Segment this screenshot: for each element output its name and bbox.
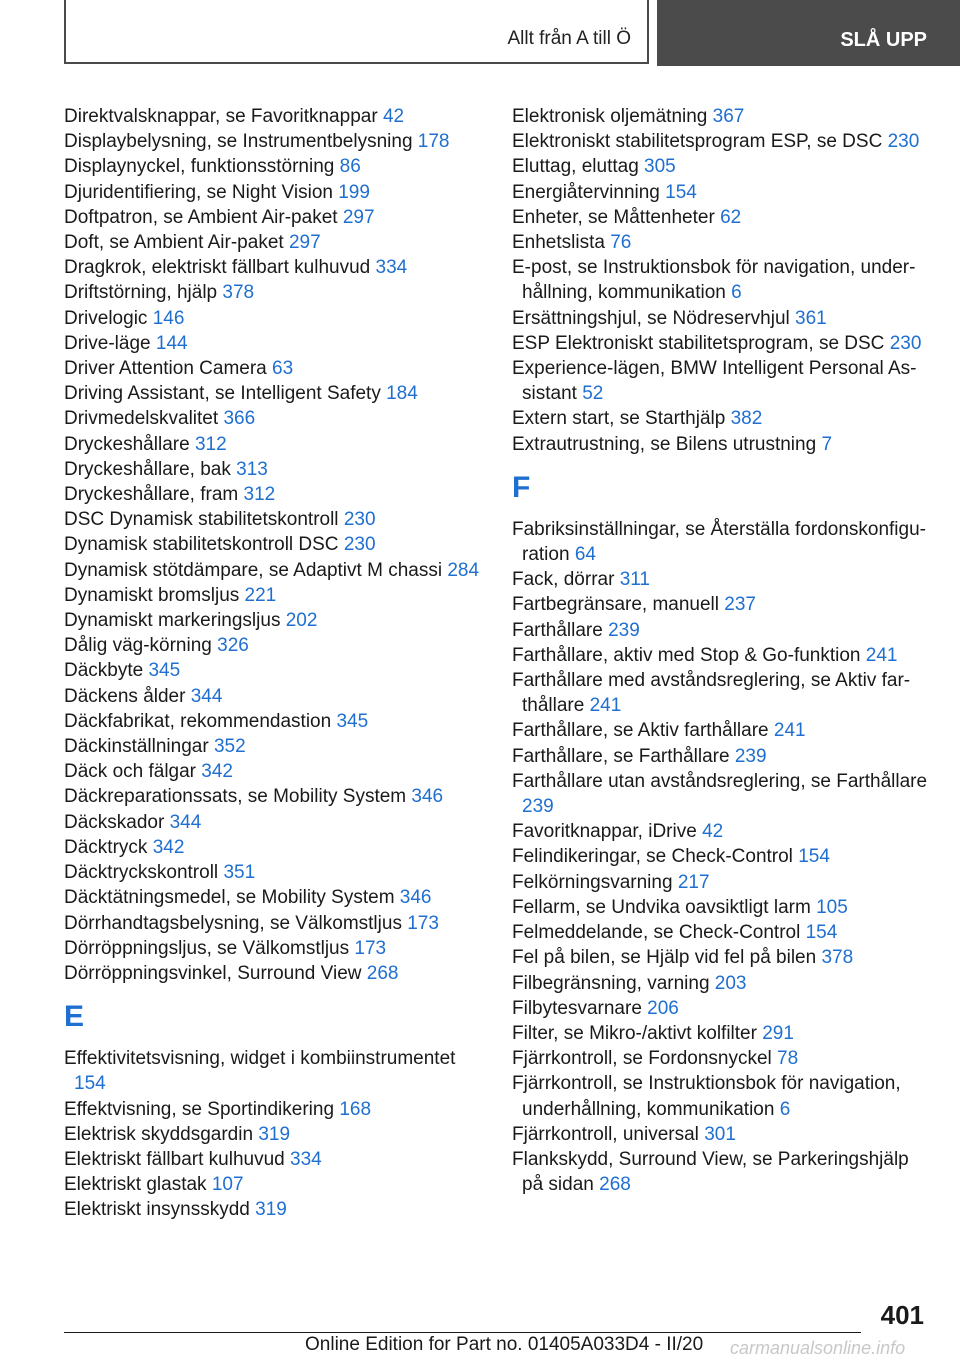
index-entry-text: Filbytesvarnare	[512, 997, 642, 1019]
page-link[interactable]: 312	[194, 433, 227, 455]
index-entry-text: Elektriskt fällbart kulhuvud	[64, 1148, 285, 1170]
page-link[interactable]: 367	[712, 106, 745, 127]
index-entry	[64, 180, 484, 205]
page-link[interactable]: 345	[336, 710, 369, 732]
index-entry-text: Dörröppningsvinkel, Surround View	[64, 962, 362, 984]
index-entry	[512, 668, 932, 718]
index-section-letter: F	[512, 470, 531, 504]
index-entry	[512, 1071, 932, 1121]
index-entry	[512, 844, 932, 869]
index-entry	[64, 734, 484, 759]
index-entry	[512, 255, 932, 305]
page-link[interactable]: 291	[762, 1022, 794, 1044]
index-entry	[512, 306, 932, 331]
index-entry	[64, 129, 484, 154]
page-link[interactable]: 146	[152, 307, 185, 329]
index-entry	[64, 684, 484, 709]
page-link[interactable]: 268	[366, 962, 399, 984]
index-entry	[512, 1147, 932, 1197]
page-link[interactable]: 346	[411, 786, 444, 808]
page-link[interactable]: 319	[255, 1199, 287, 1221]
index-entry	[512, 129, 932, 154]
index-entry	[512, 356, 932, 406]
index-entry	[512, 517, 932, 567]
index-entry	[512, 1021, 932, 1046]
index-entry-text: Dryckeshållare, bak	[64, 458, 231, 480]
index-entry	[512, 895, 932, 920]
page-link[interactable]: 351	[223, 862, 256, 884]
index-entry	[64, 583, 484, 608]
index-entry-text: Elektrisk skyddsgardin	[64, 1123, 254, 1145]
index-entry	[64, 860, 484, 885]
index-entry	[512, 406, 932, 431]
index-entry-text: Dryckeshållare	[64, 433, 190, 455]
index-entry	[64, 1172, 484, 1197]
index-entry-text: Fjärrkontroll, se Instruktionsbok för navigation, underhållning, kommunikation	[512, 1073, 901, 1120]
index-entry	[64, 457, 484, 482]
index-entry-text: Dynamiskt markeringsljus	[64, 610, 281, 632]
page-link[interactable]: 154	[798, 846, 830, 868]
page-link[interactable]: 230	[343, 509, 376, 531]
page-link[interactable]: 241	[589, 695, 622, 717]
page-link[interactable]: 173	[354, 937, 387, 959]
index-entry-text: Fjärrkontroll, se Fordonsnyckel	[512, 1048, 772, 1070]
index-entry-text: Doftpatron, se Ambient Air-paket	[64, 206, 338, 228]
page-link[interactable]: 342	[201, 761, 233, 783]
index-entry-text: Fack, dörrar	[512, 569, 615, 591]
page-link[interactable]: 178	[417, 131, 450, 153]
index-entry-text: Extrautrustning, se Bilens utrustning	[512, 433, 817, 455]
index-entry-text: Displaybelysning, se Instrumentbelysning	[64, 131, 413, 153]
page-link[interactable]: 305	[644, 156, 676, 178]
index-entry-text: Elektroniskt stabilitetsprogram ESP, se DSC	[512, 131, 883, 153]
page-link[interactable]: 352	[213, 736, 246, 758]
page-link[interactable]: 7	[821, 433, 833, 455]
index-entry-text: Enheter, se Måttenheter	[512, 206, 715, 228]
page-link[interactable]: 346	[399, 887, 432, 909]
page-link[interactable]: 301	[704, 1123, 736, 1145]
page-link[interactable]: 203	[714, 972, 747, 994]
page-link[interactable]: 326	[217, 635, 249, 657]
index-entry	[64, 835, 484, 860]
index-entry-text: Fartbegränsare, manuell	[512, 594, 719, 616]
index-entry	[512, 618, 932, 643]
page-link[interactable]: 230	[343, 534, 376, 556]
page-link[interactable]: 42	[702, 821, 724, 843]
index-entry	[512, 567, 932, 592]
index-entry-text: Elektronisk oljemätning	[512, 106, 708, 127]
index-entry-text: Enhetslista	[512, 232, 605, 254]
page-link[interactable]: 144	[155, 332, 188, 354]
index-entry	[64, 280, 484, 305]
index-entry-text: Drivmedelskvalitet	[64, 408, 219, 430]
top-navigation	[0, 0, 960, 66]
index-entry	[512, 331, 932, 356]
index-entry	[64, 558, 484, 583]
page-link[interactable]: 334	[375, 257, 408, 279]
index-entry	[512, 870, 932, 895]
index-entry-text: Effektvisning, se Sportindikering	[64, 1098, 335, 1120]
index-entry	[64, 1147, 484, 1172]
page-link[interactable]: 217	[677, 871, 710, 893]
lookup-tab[interactable]	[657, 0, 960, 66]
index-column-right	[512, 104, 932, 1197]
index-entry-text: DSC Dynamisk stabilitetskontroll	[64, 509, 339, 531]
index-entry-text: Fellarm, se Undvika oavsiktligt larm	[512, 896, 811, 918]
page-link[interactable]: 378	[222, 282, 255, 304]
index-entry-text: Effektivitetsvisning, widget i kombiinstrumentet	[64, 1048, 456, 1070]
index-entry	[64, 482, 484, 507]
index-entry-text: Djuridentifiering, se Night Vision	[64, 181, 333, 203]
page-link[interactable]: 63	[272, 358, 294, 380]
index-entry	[64, 633, 484, 658]
index-entry-text: Dörröppningsljus, se Välkomstljus	[64, 937, 350, 959]
index-entry	[512, 718, 932, 743]
page-link[interactable]: 313	[236, 458, 268, 480]
index-entry-text: Fabriksinställningar, se Återställa fordonskonfiguration	[512, 518, 926, 566]
index-entry	[64, 381, 484, 406]
index-entry	[64, 709, 484, 734]
page-link[interactable]: 64	[574, 544, 596, 566]
index-entry	[512, 643, 932, 668]
index-entry	[64, 608, 484, 633]
index-tab-label: Allt från A till Ö	[507, 28, 631, 49]
index-entry	[64, 507, 484, 532]
index-entry	[512, 996, 932, 1021]
index-entry-text: Fjärrkontroll, universal	[512, 1123, 699, 1145]
index-entry-text: Farthållare utan avståndsreglering, se Farthållare	[512, 770, 928, 792]
page-link[interactable]: 297	[288, 232, 321, 254]
index-entry	[64, 961, 484, 986]
index-entry-text: Felmeddelande, se Check-Control	[512, 922, 801, 944]
index-entry-text: Fel på bilen, se Hjälp vid fel på bilen	[512, 947, 817, 969]
index-entry-text: Däckreparationssats, se Mobility System	[64, 786, 407, 808]
index-entry-text: Däckbyte	[64, 660, 144, 682]
page-link[interactable]: 6	[731, 282, 742, 304]
page-link[interactable]: 62	[720, 206, 742, 228]
index-entry-text: Däcktätningsmedel, se Mobility System	[64, 887, 395, 909]
page-link[interactable]: 344	[169, 811, 202, 833]
index-entry	[64, 658, 484, 683]
index-entry-text: Ersättningshjul, se Nödreservhjul	[512, 307, 790, 329]
index-entry	[512, 744, 932, 769]
page-link[interactable]: 366	[223, 408, 256, 430]
index-entry-text: E-post, se Instruktionsbok för navigation, underhållning, kommunikation	[512, 257, 916, 304]
page-link[interactable]: 184	[386, 383, 418, 405]
page-link[interactable]: 239	[608, 619, 640, 641]
index-entry-text: Felkörningsvarning	[512, 871, 673, 893]
index-entry	[512, 971, 932, 996]
page-link[interactable]: 230	[889, 332, 922, 354]
index-entry-text: Favoritknappar, iDrive	[512, 821, 697, 843]
index-entry	[512, 104, 932, 129]
page-link[interactable]: 319	[258, 1123, 291, 1145]
index-entry	[64, 230, 484, 255]
index-entry	[64, 255, 484, 280]
index-entry	[512, 154, 932, 179]
index-entry-text: Däck och fälgar	[64, 761, 197, 783]
index-entry-text: Dålig väg-körning	[64, 635, 212, 657]
page-link[interactable]: 105	[816, 896, 848, 918]
page-link[interactable]: 344	[190, 685, 223, 707]
page-link[interactable]: 361	[795, 307, 827, 329]
index-entry-text: Experience-lägen, BMW Intelligent Personal Assistant	[512, 358, 917, 405]
page-link[interactable]: 168	[339, 1098, 372, 1120]
index-entry-text: Felindikeringar, se Check-Control	[512, 846, 793, 868]
page-link[interactable]: 42	[382, 106, 405, 127]
index-entry	[512, 205, 932, 230]
watermark: carmanualsonline.info	[730, 1338, 906, 1358]
index-entry	[512, 1046, 932, 1071]
index-entry	[64, 759, 484, 784]
index-entry	[64, 432, 484, 457]
page-link[interactable]: 206	[647, 997, 679, 1019]
index-entry-text: Driving Assistant, se Intelligent Safety	[64, 383, 381, 405]
page-link[interactable]: 6	[779, 1098, 791, 1120]
index-entry-text: Dragkrok, elektriskt fällbart kulhuvud	[64, 257, 371, 279]
index-entry-text: Drive-läge	[64, 332, 151, 354]
index-entry	[64, 1046, 484, 1096]
page-link[interactable]: 312	[243, 484, 276, 506]
index-entry-text: Displaynyckel, funktionsstörning	[64, 156, 335, 178]
index-entry-text: Energiåtervinning	[512, 181, 660, 203]
index-entry-text: Extern start, se Starthjälp	[512, 408, 726, 430]
index-entry-text: Doft, se Ambient Air-paket	[64, 232, 284, 254]
index-entry-text: Däckfabrikat, rekommendastion	[64, 710, 332, 732]
page-link[interactable]: 107	[211, 1174, 244, 1196]
index-entry-text: Elektriskt glastak	[64, 1174, 207, 1196]
index-entry-text: Eluttag, eluttag	[512, 156, 639, 178]
index-entry	[512, 769, 932, 819]
index-entry-text: Flankskydd, Surround View, se Parkeringshjälp på sidan	[512, 1148, 909, 1196]
page-link[interactable]: 297	[342, 206, 375, 228]
index-entry-text: Driver Attention Camera	[64, 358, 267, 380]
index-entry-text: Farthållare, aktiv med Stop & Go-funktion	[512, 644, 861, 666]
index-entry	[64, 936, 484, 961]
page-link[interactable]: 76	[610, 232, 632, 254]
index-entry	[512, 819, 932, 844]
index-entry-text: Däcktryck	[64, 836, 148, 858]
page-link[interactable]: 311	[619, 569, 650, 591]
index-entry	[512, 180, 932, 205]
index-entry-text: Dynamisk stabilitetskontroll DSC	[64, 534, 339, 556]
index-tab[interactable]	[64, 0, 649, 64]
page-link[interactable]: 154	[74, 1073, 106, 1095]
footer-edition: Online Edition for Part no. 01405A033D4 - II/20	[305, 1334, 704, 1355]
index-entry	[512, 230, 932, 255]
page-link[interactable]: 334	[290, 1148, 322, 1170]
index-entry-text: Driftstörning, hjälp	[64, 282, 218, 304]
page-link[interactable]: 342	[152, 836, 185, 858]
index-entry-text: Dörrhandtagsbelysning, se Välkomstljus	[64, 912, 402, 934]
index-entry	[64, 406, 484, 431]
index-entry	[64, 331, 484, 356]
page-link[interactable]: 239	[734, 745, 767, 767]
footer-divider	[64, 1332, 861, 1333]
index-entry	[64, 532, 484, 557]
index-entry	[64, 911, 484, 936]
page-link[interactable]: 382	[730, 408, 763, 430]
index-entry-text: ESP Elektroniskt stabilitetsprogram, se DSC	[512, 332, 885, 354]
page-link[interactable]: 202	[285, 610, 318, 632]
page-link[interactable]: 237	[724, 594, 756, 616]
index-entry-text: Dynamisk stötdämpare, se Adaptivt M chassi	[64, 559, 443, 581]
index-entry	[64, 104, 484, 129]
index-entry	[64, 356, 484, 381]
index-entry	[512, 592, 932, 617]
index-entry-text: Direktvalsknappar, se Favoritknappar	[64, 106, 378, 127]
index-entry-text: Däcktryckskontroll	[64, 862, 219, 884]
page-number: 401	[880, 1300, 924, 1330]
page-link[interactable]: 199	[338, 181, 370, 203]
index-entry-text: Drivelogic	[64, 307, 148, 329]
index-entry-text: Farthållare, se Aktiv farthållare	[512, 720, 769, 742]
index-entry-text: Filbegränsning, varning	[512, 972, 710, 994]
page-link[interactable]: 268	[599, 1174, 631, 1196]
page-link[interactable]: 52	[582, 383, 604, 405]
page-link[interactable]: 241	[865, 644, 898, 666]
index-entry	[64, 784, 484, 809]
index-entry	[512, 1122, 932, 1147]
index-entry	[512, 945, 932, 970]
index-entry-text: Farthållare, se Farthållare	[512, 745, 730, 767]
index-entry	[64, 306, 484, 331]
page-link[interactable]: 284	[447, 559, 480, 581]
index-entry-text: Dryckeshållare, fram	[64, 484, 239, 506]
index-entry-text: Däckskador	[64, 811, 165, 833]
index-entry-text: Elektriskt insynsskydd	[64, 1199, 250, 1221]
index-section-letter: E	[64, 1000, 85, 1034]
page-link[interactable]: 173	[407, 912, 439, 934]
page-link[interactable]: 345	[148, 660, 181, 682]
index-entry-text: Farthållare med avståndsreglering, se Aktiv farthållare	[512, 670, 911, 717]
index-entry-text: Dynamiskt bromsljus	[64, 584, 240, 606]
page-link[interactable]: 86	[339, 156, 361, 178]
page-link[interactable]: 230	[887, 131, 920, 153]
index-entry	[64, 205, 484, 230]
index-entry	[64, 810, 484, 835]
index-entry-text: Däckens ålder	[64, 685, 186, 707]
page-link[interactable]: 78	[777, 1048, 799, 1070]
page-link[interactable]: 241	[773, 720, 806, 742]
page-link[interactable]: 154	[665, 181, 697, 203]
index-entry	[64, 1097, 484, 1122]
index-entry-text: Däckinställningar	[64, 736, 209, 758]
lookup-tab-label: SLÅ UPP	[840, 29, 927, 51]
index-entry	[64, 1197, 484, 1222]
index-column-left	[64, 104, 484, 1223]
page-link[interactable]: 378	[821, 947, 854, 969]
index-entry-text: Filter, se Mikro-/aktivt kolfilter	[512, 1022, 757, 1044]
index-entry	[64, 1122, 484, 1147]
index-entry	[512, 920, 932, 945]
index-entry	[512, 432, 932, 457]
index-entry-text: Farthållare	[512, 619, 603, 641]
page-link[interactable]: 221	[244, 584, 277, 606]
index-entry	[64, 154, 484, 179]
page-link[interactable]: 239	[522, 796, 554, 818]
index-entry	[64, 885, 484, 910]
page-link[interactable]: 154	[805, 922, 838, 944]
